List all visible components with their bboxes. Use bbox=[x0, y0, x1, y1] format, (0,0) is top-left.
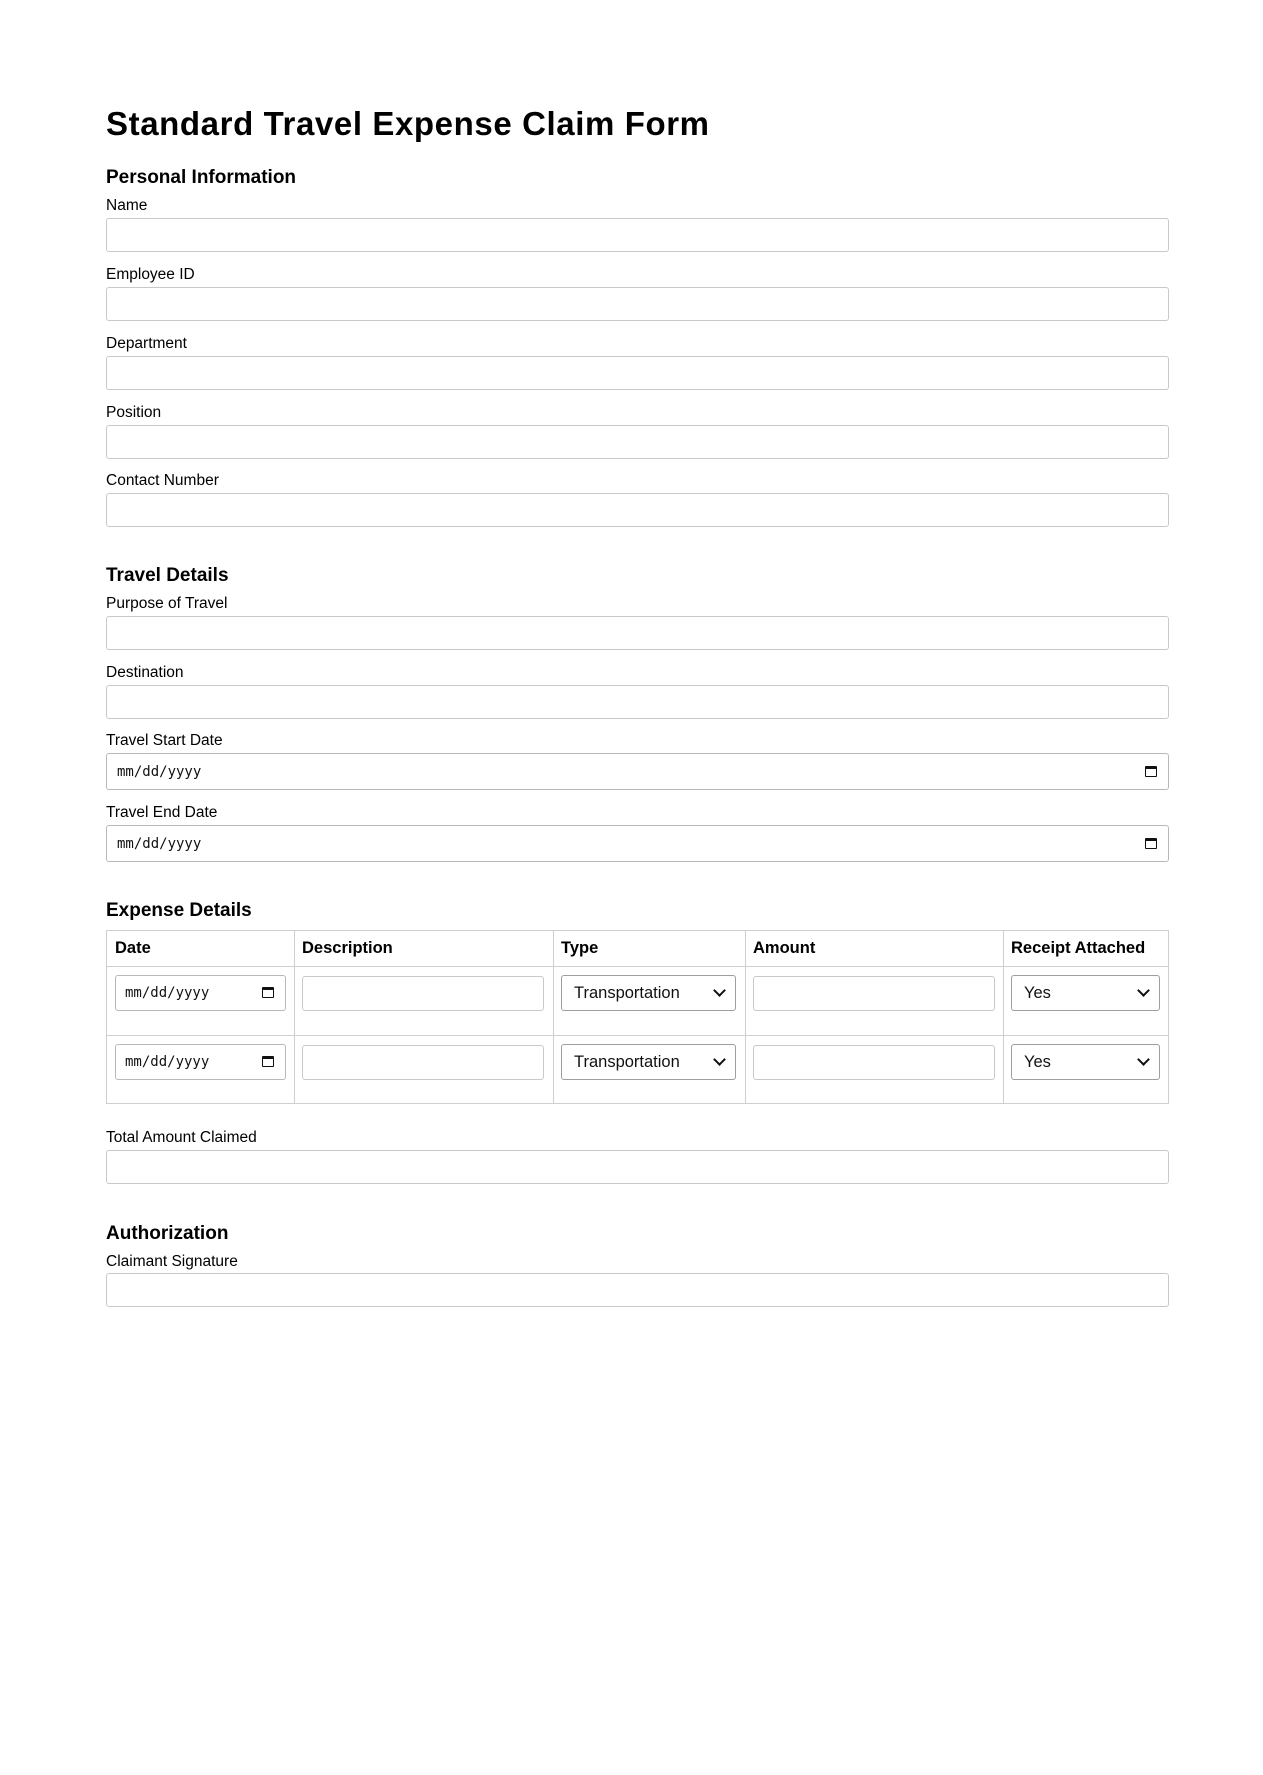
expense-table bbox=[106, 930, 1169, 1104]
receipt-attached-select[interactable] bbox=[1011, 1044, 1160, 1080]
column-header-description: Description bbox=[302, 939, 393, 957]
travel-end-date-input[interactable] bbox=[106, 825, 1169, 862]
row-divider bbox=[107, 966, 1168, 967]
date-placeholder: mm/dd/yyyy bbox=[125, 985, 210, 1001]
chevron-down-icon bbox=[713, 1053, 726, 1066]
column-divider bbox=[553, 931, 554, 1103]
column-header-date: Date bbox=[115, 939, 151, 957]
contact-number-input[interactable] bbox=[106, 493, 1169, 527]
employee-id-label: Employee ID bbox=[106, 266, 195, 283]
date-placeholder: mm/dd/yyyy bbox=[117, 836, 202, 852]
expense-amount-input[interactable] bbox=[753, 1045, 995, 1080]
claimant-signature-input[interactable] bbox=[106, 1273, 1169, 1307]
expense-date-input[interactable] bbox=[115, 1044, 286, 1080]
column-header-amount: Amount bbox=[753, 939, 816, 957]
column-divider bbox=[745, 931, 746, 1103]
column-header-receipt-attached: Receipt Attached bbox=[1011, 939, 1146, 957]
purpose-label: Purpose of Travel bbox=[106, 595, 228, 612]
selected-type: Transportation bbox=[574, 984, 680, 1002]
column-divider bbox=[294, 931, 295, 1103]
contact-number-label: Contact Number bbox=[106, 472, 219, 489]
column-header-type: Type bbox=[561, 939, 599, 957]
chevron-down-icon bbox=[1137, 984, 1150, 997]
name-label: Name bbox=[106, 197, 148, 214]
chevron-down-icon bbox=[1137, 1053, 1150, 1066]
expense-details-heading: Expense Details bbox=[106, 900, 252, 921]
travel-start-date-input[interactable] bbox=[106, 753, 1169, 790]
receipt-attached-select[interactable] bbox=[1011, 975, 1160, 1011]
row-divider bbox=[107, 1035, 1168, 1036]
selected-type: Transportation bbox=[574, 1053, 680, 1071]
calendar-icon[interactable] bbox=[1145, 766, 1157, 777]
expense-type-select[interactable] bbox=[561, 1044, 736, 1080]
page-title: Standard Travel Expense Claim Form bbox=[106, 105, 710, 142]
department-label: Department bbox=[106, 335, 187, 352]
destination-label: Destination bbox=[106, 664, 184, 681]
expense-description-input[interactable] bbox=[302, 1045, 544, 1080]
calendar-icon[interactable] bbox=[1145, 838, 1157, 849]
date-placeholder: mm/dd/yyyy bbox=[117, 764, 202, 780]
personal-info-heading: Personal Information bbox=[106, 167, 297, 188]
date-placeholder: mm/dd/yyyy bbox=[125, 1054, 210, 1070]
travel-details-heading: Travel Details bbox=[106, 565, 229, 586]
name-input[interactable] bbox=[106, 218, 1169, 252]
total-amount-input[interactable] bbox=[106, 1150, 1169, 1184]
authorization-heading: Authorization bbox=[106, 1223, 229, 1244]
position-input[interactable] bbox=[106, 425, 1169, 459]
chevron-down-icon bbox=[713, 984, 726, 997]
travel-start-date-label: Travel Start Date bbox=[106, 732, 223, 749]
purpose-input[interactable] bbox=[106, 616, 1169, 650]
position-label: Position bbox=[106, 404, 162, 421]
calendar-icon[interactable] bbox=[262, 987, 274, 998]
employee-id-input[interactable] bbox=[106, 287, 1169, 321]
department-input[interactable] bbox=[106, 356, 1169, 390]
selected-receipt: Yes bbox=[1024, 984, 1051, 1002]
total-amount-label: Total Amount Claimed bbox=[106, 1129, 257, 1146]
expense-amount-input[interactable] bbox=[753, 976, 995, 1011]
expense-date-input[interactable] bbox=[115, 975, 286, 1011]
selected-receipt: Yes bbox=[1024, 1053, 1051, 1071]
calendar-icon[interactable] bbox=[262, 1056, 274, 1067]
expense-description-input[interactable] bbox=[302, 976, 544, 1011]
travel-end-date-label: Travel End Date bbox=[106, 804, 218, 821]
expense-type-select[interactable] bbox=[561, 975, 736, 1011]
destination-input[interactable] bbox=[106, 685, 1169, 719]
claimant-signature-label: Claimant Signature bbox=[106, 1253, 238, 1270]
column-divider bbox=[1003, 931, 1004, 1103]
